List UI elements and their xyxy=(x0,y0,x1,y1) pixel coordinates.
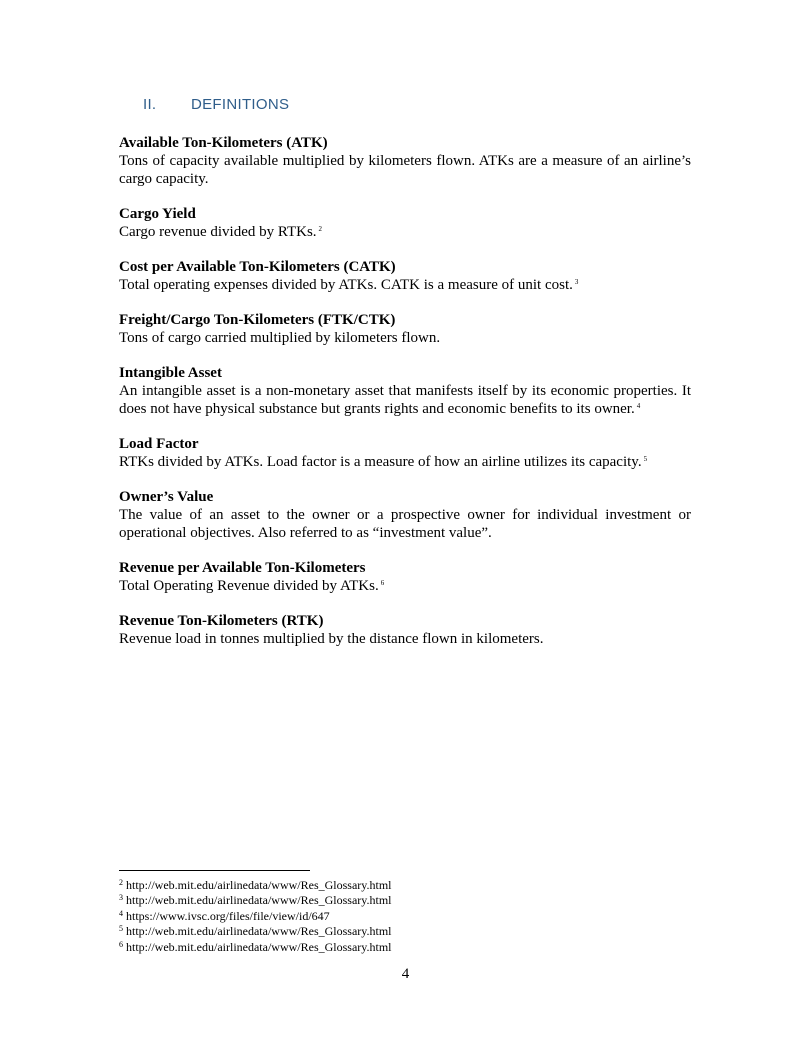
definition-item xyxy=(119,258,691,294)
definition-term: Owner’s Value xyxy=(119,489,214,505)
definition-text: An intangible asset is a non-monetary asset that manifests itself by its economic properties. It does not have physical substance but grants rights and economic benefits to its owner. $^4$ xyxy=(119,383,691,417)
footnote-link[interactable]: http://web.mit.edu/airlinedata/www/Res_Glossary.html xyxy=(126,939,392,954)
definition-text: Cargo revenue divided by RTKs. $^2$ xyxy=(119,224,323,240)
definition-item xyxy=(119,134,691,188)
definition-text: The value of an asset to the owner or a prospective owner for individual investment or operational objectives. Also referred to as “investment value”. xyxy=(119,507,691,541)
definition-term: Intangible Asset xyxy=(119,365,222,381)
definition-text: Tons of cargo carried multiplied by kilometers flown. xyxy=(119,330,441,346)
definition-text: Revenue load in tonnes multiplied by the distance flown in kilometers. xyxy=(119,631,544,647)
definition-text: Total Operating Revenue divided by ATKs. $^6$ xyxy=(119,578,385,594)
definition-term: Revenue Ton-Kilometers (RTK) xyxy=(119,613,324,629)
footnote xyxy=(119,909,392,924)
footnote-ref[interactable]: 2 xyxy=(318,225,323,233)
footnote-ref[interactable]: 3 xyxy=(574,278,579,286)
definition-item xyxy=(119,612,691,648)
footnote-link[interactable]: http://web.mit.edu/airlinedata/www/Res_Glossary.html xyxy=(126,924,392,939)
footnote-ref[interactable]: 6 xyxy=(380,579,385,587)
footnote xyxy=(119,878,392,893)
footnote-link[interactable]: https://www.ivsc.org/files/file/view/id/647 xyxy=(126,908,330,923)
footnote-number: 4 xyxy=(119,908,123,918)
definition-term: Cargo Yield xyxy=(119,206,196,222)
definition-item xyxy=(119,364,691,418)
definition-item xyxy=(119,488,691,542)
definition-text: Total operating expenses divided by ATKs. CATK is a measure of unit cost. $^3$ xyxy=(119,277,579,293)
definition-term: Cost per Available Ton-Kilometers (CATK) xyxy=(119,259,396,275)
footnote-number: 5 xyxy=(119,924,123,934)
footnote-number: 6 xyxy=(119,939,123,949)
section-heading xyxy=(143,96,289,113)
section-number: II. xyxy=(143,96,157,113)
section-title: DEFINITIONS xyxy=(191,96,290,113)
footnote xyxy=(119,924,392,939)
footnotes xyxy=(119,878,392,955)
definition-item xyxy=(119,311,691,347)
definition-text: RTKs divided by ATKs. Load factor is a measure of how an airline utilizes its capacity. $^5$ xyxy=(119,454,648,470)
definition-item xyxy=(119,559,691,595)
definition-term: Load Factor xyxy=(119,436,199,452)
definition-term: Available Ton-Kilometers (ATK) xyxy=(119,135,328,151)
footnote xyxy=(119,940,392,955)
footnote-ref[interactable]: 4 xyxy=(636,402,641,410)
definition-term: Revenue per Available Ton-Kilometers xyxy=(119,560,366,576)
definition-text: Tons of capacity available multiplied by kilometers flown. ATKs are a measure of an airline’s cargo capacity. xyxy=(119,153,691,187)
footnote xyxy=(119,893,392,908)
definition-term: Freight/Cargo Ton-Kilometers (FTK/CTK) xyxy=(119,312,396,328)
footnote-separator xyxy=(119,870,310,871)
footnote-number: 3 xyxy=(119,893,123,903)
definition-item xyxy=(119,205,691,241)
definitions-list xyxy=(119,134,691,665)
footnote-link[interactable]: http://web.mit.edu/airlinedata/www/Res_Glossary.html xyxy=(126,893,392,908)
footnote-ref[interactable]: 5 xyxy=(643,455,648,463)
footnote-link[interactable]: http://web.mit.edu/airlinedata/www/Res_Glossary.html xyxy=(126,878,392,892)
footnote-number: 2 xyxy=(119,878,123,887)
definition-item xyxy=(119,435,691,471)
page-number: 4 xyxy=(401,966,410,982)
